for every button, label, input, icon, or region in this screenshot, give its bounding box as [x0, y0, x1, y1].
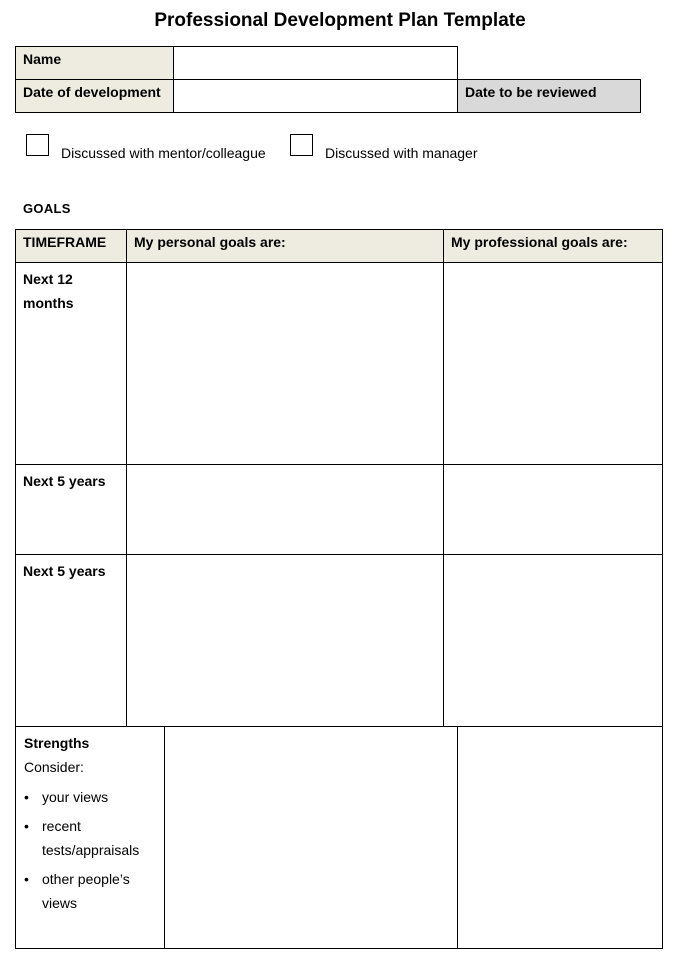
strengths-list: [24, 785, 156, 915]
professional-goals-header: My professional goals are:: [443, 229, 663, 263]
list-item: • other people’s views: [24, 867, 156, 915]
manager-checkbox[interactable]: [290, 134, 313, 156]
professional-goals-next-5-years[interactable]: [443, 464, 663, 555]
timeframe-next-5-years-second: Next 5 years: [15, 554, 127, 727]
strengths-consider: Consider:: [24, 759, 84, 775]
document-title: Professional Development Plan Template: [154, 10, 526, 31]
timeframe-next-12-months: Next 12 months: [15, 262, 127, 465]
strengths-panel: [15, 726, 165, 949]
strengths-personal-field[interactable]: [164, 726, 458, 949]
list-item: • your views: [24, 785, 156, 809]
strengths-heading: Strengths: [24, 735, 90, 751]
date-of-development-field[interactable]: [173, 79, 458, 113]
personal-goals-next-12-months[interactable]: [126, 262, 444, 465]
date-to-be-reviewed-label: Date to be reviewed: [457, 79, 641, 113]
mentor-checkbox[interactable]: [26, 134, 49, 156]
name-label: Name: [15, 46, 174, 80]
goals-heading: GOALS: [23, 201, 71, 216]
personal-goals-next-5-years[interactable]: [126, 464, 444, 555]
bullet-icon: •: [24, 871, 29, 887]
personal-goals-next-5-years-second[interactable]: [126, 554, 444, 727]
professional-goals-next-12-months[interactable]: [443, 262, 663, 465]
personal-goals-header: My personal goals are:: [126, 229, 444, 263]
manager-checkbox-label: Discussed with manager: [325, 145, 478, 161]
timeframe-header: TIMEFRAME: [15, 229, 127, 263]
strengths-professional-field[interactable]: [457, 726, 663, 949]
bullet-icon: •: [24, 789, 29, 805]
bullet-icon: •: [24, 818, 29, 834]
mentor-checkbox-label: Discussed with mentor/colleague: [61, 145, 266, 161]
name-field[interactable]: [173, 46, 458, 80]
timeframe-next-5-years: Next 5 years: [15, 464, 127, 555]
list-item: • recent tests/appraisals: [24, 814, 156, 862]
professional-goals-next-5-years-second[interactable]: [443, 554, 663, 727]
date-of-development-label: Date of development: [15, 79, 174, 113]
